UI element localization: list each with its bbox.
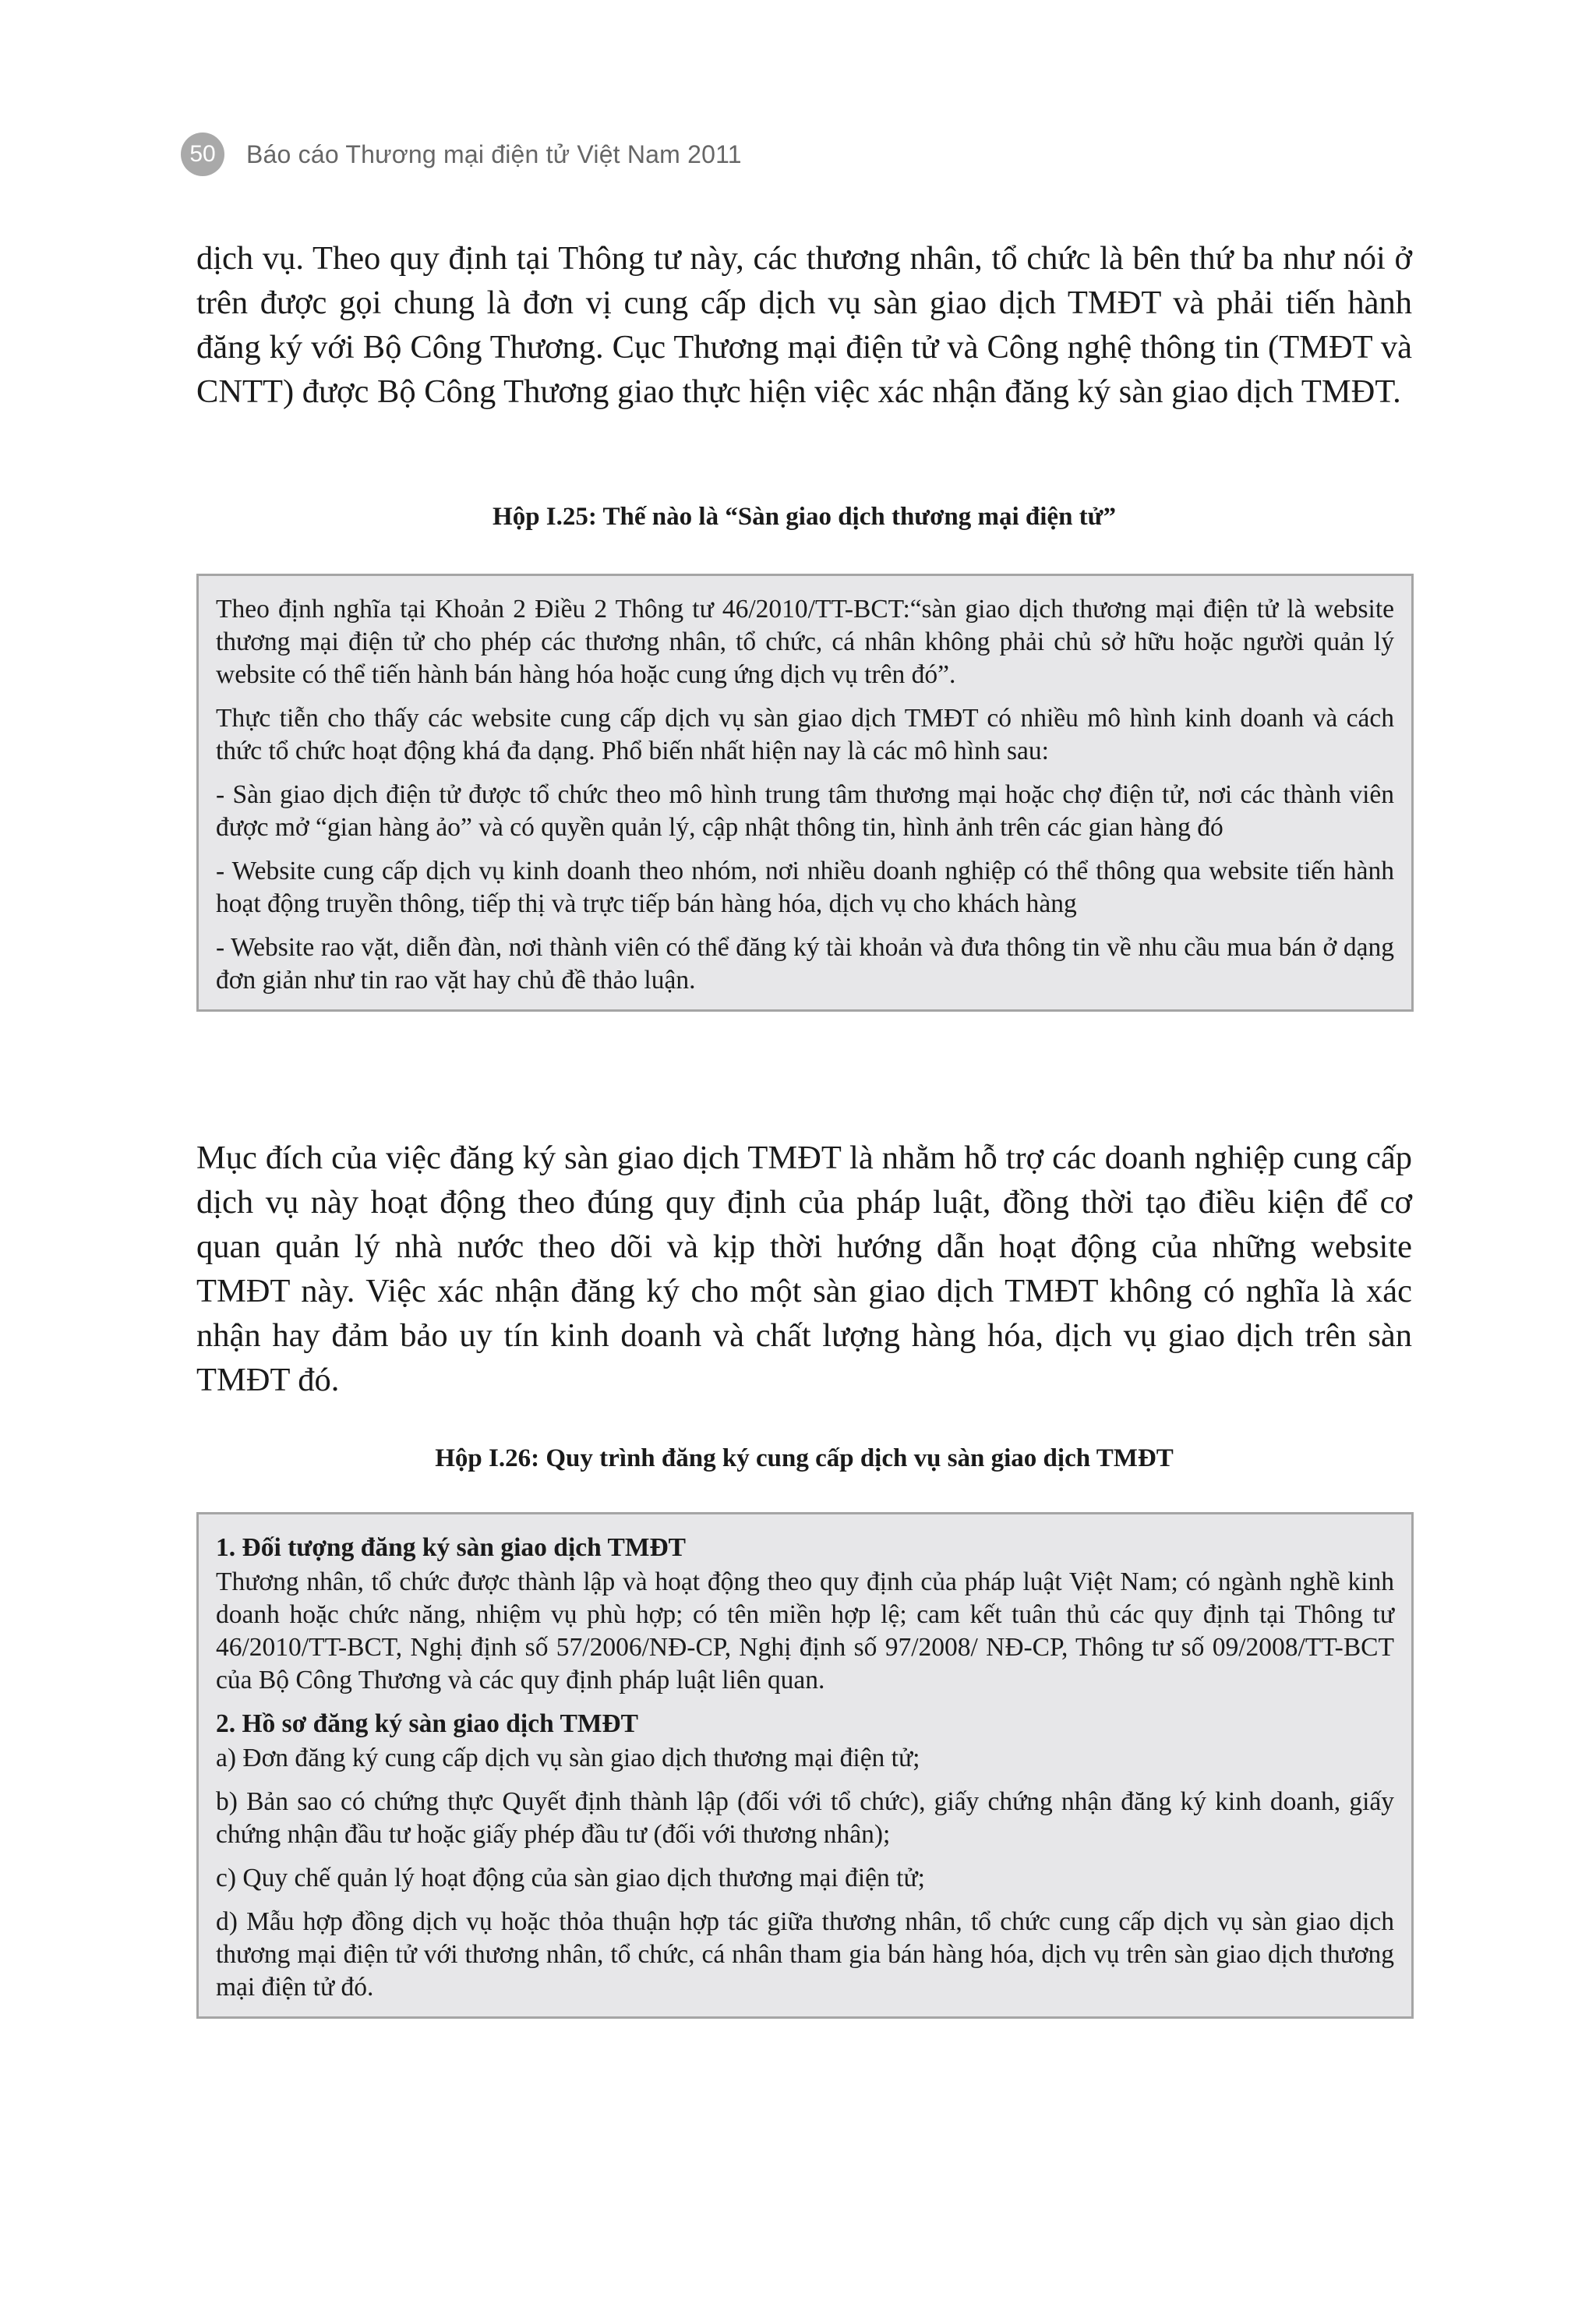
box-26-list-item: a) Đơn đăng ký cung cấp dịch vụ sàn giao dịch thương mại điện tử; xyxy=(216,1744,920,1772)
middle-paragraph: Mục đích của việc đăng ký sàn giao dịch TMĐT là nhằm hỗ trợ các doanh nghiệp cung cấp dịch vụ này hoạt động theo đúng quy định của pháp luật, đồng thời tạo điều kiện để cơ quan quản lý nhà nước theo dõi và kịp thời hướng dẫn hoạt động của những website TMĐT này. Việc xác nhận đăng ký cho một sàn giao dịch TMĐT không có nghĩa là xác nhận hay đảm bảo uy tín kinh doanh và chất lượng hàng hóa, dịch vụ giao dịch trên sàn TMĐT đó. xyxy=(196,1140,1412,1398)
intro-paragraph: dịch vụ. Theo quy định tại Thông tư này, các thương nhân, tổ chức là bên thứ ba như nói ở trên được gọi chung là đơn vị cung cấp dịch vụ sàn giao dịch TMĐT và phải tiến hành đăng ký với Bộ Công Thương. Cục Thương mại điện tử và Công nghệ thông tin (TMĐT và CNTT) được Bộ Công Thương giao thực hiện việc xác nhận đăng ký sàn giao dịch TMĐT. xyxy=(196,240,1412,410)
box-26 xyxy=(196,1512,1414,2019)
box-26-section-2-heading: 2. Hồ sơ đăng ký sàn giao dịch TMĐT xyxy=(216,1709,638,1738)
box-26-list-item: c) Quy chế quản lý hoạt động của sàn giao dịch thương mại điện tử; xyxy=(216,1864,925,1892)
intro-section xyxy=(196,236,1412,414)
box-25-list-item: - Website rao vặt, diễn đàn, nơi thành viên có thể đăng ký tài khoản và đưa thông tin về nhu cầu mua bán ở dạng đơn giản như tin rao vặt hay chủ đề thảo luận. xyxy=(216,933,1394,995)
box-25-paragraph: Theo định nghĩa tại Khoản 2 Điều 2 Thông tư 46/2010/TT-BCT:“sàn giao dịch thương mại điện tử là website thương mại điện tử cho phép các thương nhân, tổ chức, cá nhân không phải chủ sở hữu hoặc người quản lý website có thể tiến hành bán hàng hóa hoặc cung ứng dịch vụ trên đó”. xyxy=(216,595,1394,689)
running-title: Báo cáo Thương mại điện tử Việt Nam 2011 xyxy=(246,140,742,168)
box-26-section-1-heading: 1. Đối tượng đăng ký sàn giao dịch TMĐT xyxy=(216,1533,687,1562)
box-25-caption: Hộp I.25: Thế nào là “Sàn giao dịch thương mại điện tử” xyxy=(493,503,1116,531)
box-26-list-item: b) Bản sao có chứng thực Quyết định thành lập (đối với tổ chức), giấy chứng nhận đăng ký kinh doanh, giấy chứng nhận đầu tư hoặc giấy phép đầu tư (đối với thương nhân); xyxy=(216,1787,1394,1849)
page-header xyxy=(181,133,742,176)
box-25-list-item: - Sàn giao dịch điện tử được tổ chức theo mô hình trung tâm thương mại hoặc chợ điện tử, nơi các thành viên được mở “gian hàng ảo” và có quyền quản lý, cập nhật thông tin, hình ảnh trên các gian hàng đó xyxy=(216,780,1394,842)
page-number: 50 xyxy=(181,133,224,176)
middle-section xyxy=(196,1136,1412,1402)
box-26-list-item: d) Mẫu hợp đồng dịch vụ hoặc thỏa thuận hợp tác giữa thương nhân, tổ chức cung cấp dịch vụ sàn giao dịch thương mại điện tử với thương nhân, tổ chức, cá nhân tham gia bán hàng hóa, dịch vụ trên sàn giao dịch thương mại điện tử đó. xyxy=(216,1907,1394,2002)
box-26-section-1-text: Thương nhân, tổ chức được thành lập và hoạt động theo quy định của pháp luật Việt Nam; có ngành nghề kinh doanh hoặc chức năng, nhiệm vụ phù hợp; có tên miền hợp lệ; cam kết tuân thủ các quy định tại Thông tư 46/2010/TT-BCT, Nghị định số 57/2006/NĐ-CP, Nghị định số 97/2008/ NĐ-CP, Thông tư số 09/2008/TT-BCT của Bộ Công Thương và các quy định pháp luật liên quan. xyxy=(216,1567,1394,1694)
box-25 xyxy=(196,574,1414,1012)
box-25-caption-wrap xyxy=(196,503,1412,532)
box-25-paragraph: Thực tiễn cho thấy các website cung cấp dịch vụ sàn giao dịch TMĐT có nhiều mô hình kinh doanh và cách thức tổ chức hoạt động khá đa dạng. Phổ biến nhất hiện nay là các mô hình sau: xyxy=(216,704,1394,765)
box-26-caption: Hộp I.26: Quy trình đăng ký cung cấp dịch vụ sàn giao dịch TMĐT xyxy=(435,1444,1174,1472)
box-26-caption-wrap xyxy=(196,1444,1412,1473)
box-25-list-item: - Website cung cấp dịch vụ kinh doanh theo nhóm, nơi nhiều doanh nghiệp có thể thông qua website tiến hành hoạt động truyền thông, tiếp thị và trực tiếp bán hàng hóa, dịch vụ cho khách hàng xyxy=(216,857,1394,918)
